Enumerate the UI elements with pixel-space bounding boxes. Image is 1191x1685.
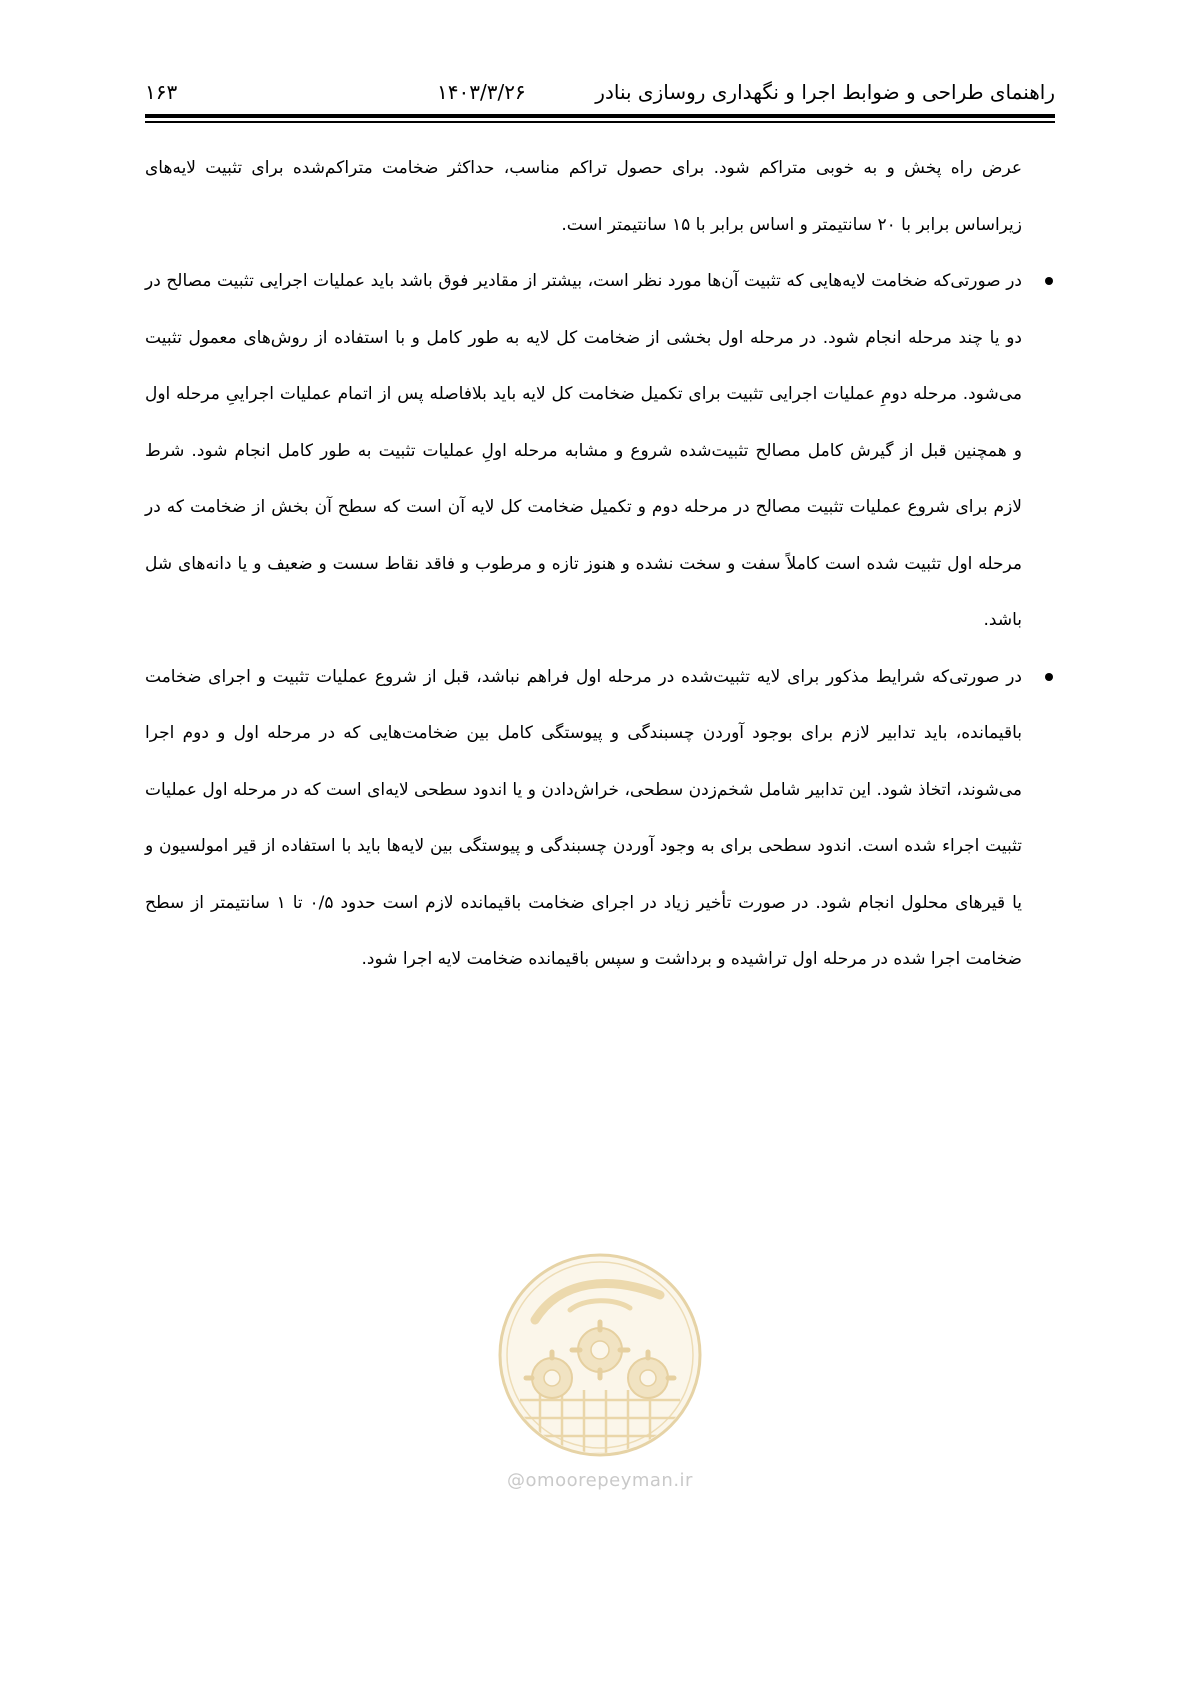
bullet-text: در صورتی‌که ضخامت لایه‌هایی که تثبیت آن‌ها مورد نظر است، بیشتر از مقادیر فوق باشد باید عملیات اجرایی تثبیت مصالح در دو یا چند مرحله انجام شود. در مرحله اول بخشی از ضخامت کل لایه به طور کامل و با استفاده از روش‌های معمول تثبیت می‌شود. مرحله دومِ عملیات اجرایی تثبیت برای تکمیل ضخامت کل لایه باید بلافاصله پس از اتمام عملیات اجراییِ مرحله اول و همچنین قبل از گیرش کامل مصالح تثبیت‌شده شروع و مشابه مرحله اولِ عملیات تثبیت به طور کامل انجام شود. شرط لازم برای شروع عملیات تثبیت مصالح در مرحله دوم و تکمیل ضخامت کل لایه آن است که سطح آن بخش از ضخامت که در مرحله اول تثبیت شده است کاملاً سفت و سخت نشده و هنوز تازه و مرطوب و فاقد نقاط سست و ضعیف و یا دانه‌های شل باشد.	[145, 271, 1022, 630]
header-rule-thin	[145, 121, 1055, 123]
watermark-logo	[490, 1250, 710, 1480]
watermark-website	[460, 1470, 740, 1491]
bullet-item	[145, 649, 1055, 988]
header-rule-thick	[145, 114, 1055, 118]
bullet-icon	[1045, 277, 1053, 285]
bullet-item	[145, 253, 1055, 649]
logo-emblem-icon	[490, 1250, 710, 1480]
document-date: ۱۴۰۳/۳/۲۶	[437, 80, 526, 104]
document-title: راهنمای طراحی و ضوابط اجرا و نگهداری روسازی بنادر	[595, 80, 1055, 104]
bullet-icon	[1045, 673, 1053, 681]
page-header	[145, 76, 1055, 112]
at-icon: @	[507, 1470, 526, 1491]
document-body	[145, 140, 1055, 988]
intro-paragraph: عرض راه پخش و به خوبی متراکم شود. برای حصول تراکم مناسب، حداکثر ضخامت متراکم‌شده برای تثبیت لایه‌های زیراساس برابر با ۲۰ سانتیمتر و اساس برابر با ۱۵ سانتیمتر است.	[145, 158, 1022, 235]
page-number: ۱۶۳	[145, 80, 178, 104]
watermark-url: omoorepeyman.ir	[525, 1470, 693, 1491]
bullet-text: در صورتی‌که شرایط مذکور برای لایه تثبیت‌شده در مرحله اول فراهم نباشد، قبل از شروع عملیات تثبیت و اجرای ضخامت باقیمانده، باید تدابیر لازم برای بوجود آوردن چسبندگی و پیوستگی کامل بین ضخامت‌هایی که در مرحله اول و دوم اجرا می‌شوند، اتخاذ شود. این تدابیر شامل شخم‌زدن سطحی، خراش‌دادن و یا اندود سطحی لایه‌ای است که در مرحله اول عملیات تثبیت اجراء شده است. اندود سطحی برای به وجود آوردن چسبندگی و پیوستگی بین لایه‌ها باید با استفاده از قیر امولسیون و یا قیرهای محلول انجام شود. در صورت تأخیر زیاد در اجرای ضخامت باقیمانده لازم است حدود ۰/۵ تا ۱ سانتیمتر از سطح ضخامت اجرا شده در مرحله اول تراشیده و برداشت و سپس باقیمانده ضخامت لایه اجرا شود.	[145, 666, 1022, 969]
